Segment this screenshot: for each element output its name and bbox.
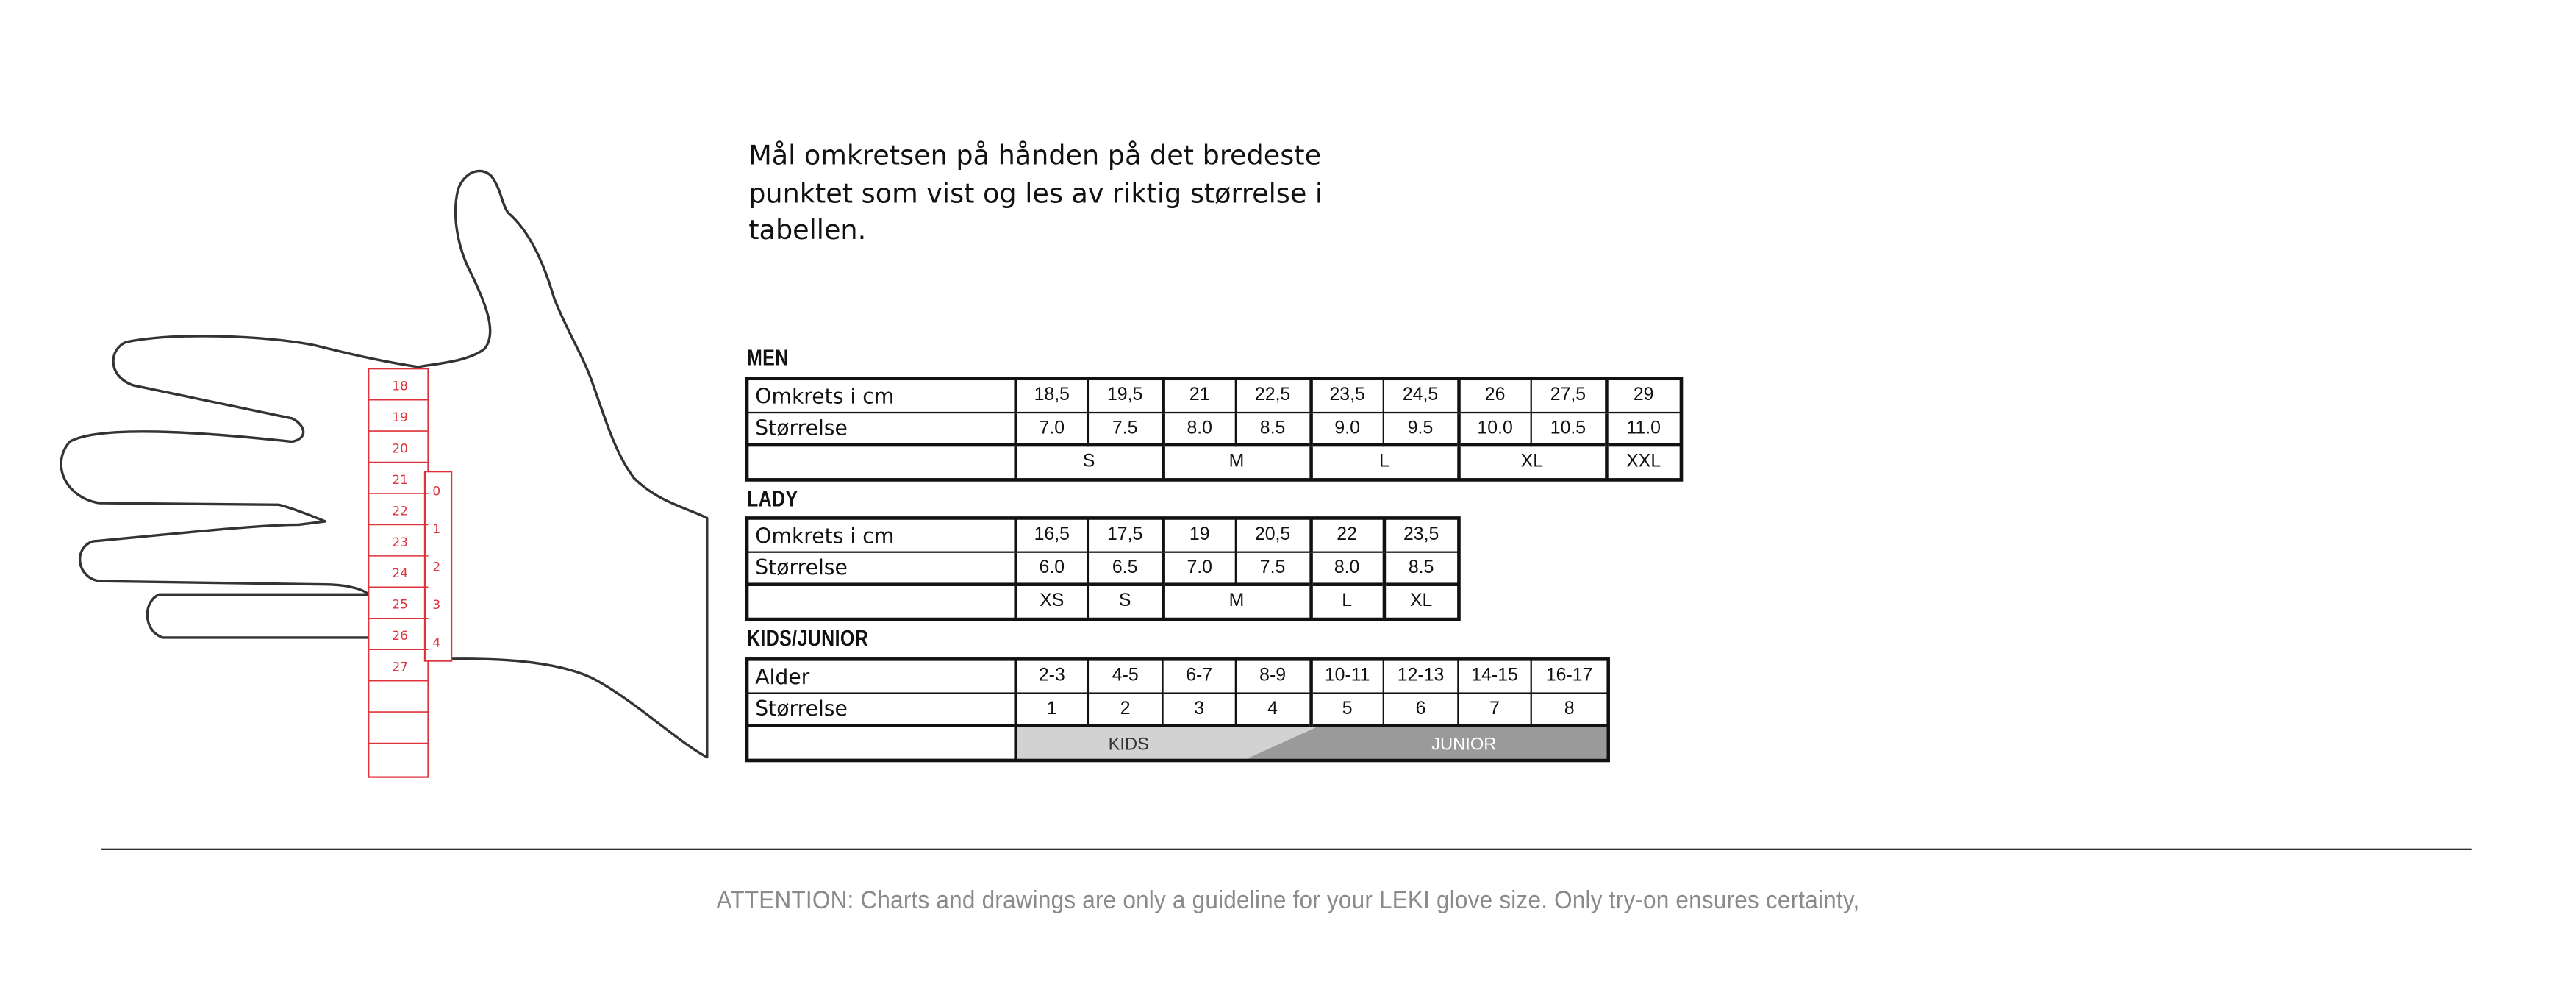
- table-row: [748, 379, 1681, 412]
- size-group-cell: XS: [1015, 585, 1088, 618]
- table-cell: 26: [1458, 379, 1531, 412]
- tape-side-mark: 3: [432, 597, 441, 613]
- divider-line: [101, 849, 2472, 850]
- table-cell: 23,5: [1310, 379, 1383, 412]
- hand-illustration: [0, 0, 730, 797]
- table-cell: 1: [1015, 693, 1088, 726]
- measuring-tape: [368, 368, 451, 777]
- table-row: [748, 552, 1458, 585]
- table-row: [748, 585, 1458, 618]
- row-label: Alder: [748, 660, 1015, 692]
- table-cell: 12-13: [1384, 660, 1459, 692]
- table-cell: 8: [1531, 693, 1608, 726]
- table-cell: 23,5: [1384, 519, 1459, 552]
- table-cell: 9.0: [1310, 412, 1383, 445]
- table-cell: 8.5: [1236, 412, 1311, 445]
- row-label: Omkrets i cm: [748, 379, 1015, 412]
- tape-side-mark: 1: [432, 521, 441, 537]
- table-row: [748, 445, 1681, 478]
- table-cell: 17,5: [1088, 519, 1163, 552]
- table-row: [748, 660, 1607, 692]
- table-cell: 10.5: [1531, 412, 1606, 445]
- kids-junior-title: KIDS/JUNIOR: [746, 626, 869, 652]
- table-cell: 16-17: [1531, 660, 1608, 692]
- table-cell: 6.0: [1015, 552, 1088, 585]
- kids-junior-size-table: [747, 659, 1609, 760]
- table-cell: 3: [1163, 693, 1236, 726]
- size-group-cell: L: [1310, 585, 1383, 618]
- table-cell: 5: [1310, 693, 1383, 726]
- kids-junior-bar-graphic: [1017, 727, 1608, 759]
- lady-size-table: [747, 518, 1459, 619]
- intro-line: Mål omkretsen på hånden på det bredeste: [748, 139, 1322, 171]
- size-group-cell: M: [1163, 445, 1311, 478]
- table-cell: 22,5: [1236, 379, 1311, 412]
- tape-mark: 20: [392, 441, 408, 456]
- tape-mark: 19: [392, 410, 408, 425]
- kids-label: KIDS: [1107, 735, 1148, 755]
- table-cell: 7.5: [1088, 412, 1163, 445]
- table-cell: 24,5: [1384, 379, 1459, 412]
- tape-mark: 21: [392, 471, 408, 487]
- size-group-cell: S: [1088, 585, 1163, 618]
- table-cell: 7.5: [1236, 552, 1311, 585]
- intro-text: [748, 138, 1346, 249]
- tape-mark: 18: [392, 378, 408, 393]
- table-cell: 6-7: [1163, 660, 1236, 692]
- row-label: [748, 585, 1015, 618]
- table-cell: 4: [1236, 693, 1311, 726]
- table-cell: 8.0: [1163, 412, 1236, 445]
- men-title: MEN: [746, 345, 789, 371]
- tape-side-mark: 2: [432, 559, 441, 574]
- tape-mark: 27: [392, 659, 408, 674]
- junior-label: JUNIOR: [1431, 735, 1496, 755]
- tape-side-mark: 4: [432, 635, 441, 650]
- size-group-cell: XL: [1384, 585, 1459, 618]
- row-label: Omkrets i cm: [748, 519, 1015, 552]
- table-cell: 4-5: [1088, 660, 1163, 692]
- table-cell: 21: [1163, 379, 1236, 412]
- intro-line: punktet som vist og les av riktig størrelse i: [748, 177, 1323, 209]
- table-cell: 7.0: [1163, 552, 1236, 585]
- tape-mark: 25: [392, 596, 408, 612]
- row-label: Størrelse: [748, 552, 1015, 585]
- table-cell: 6.5: [1088, 552, 1163, 585]
- tape-mark: 23: [392, 534, 408, 549]
- size-group-cell: XL: [1458, 445, 1606, 478]
- table-row: [748, 519, 1458, 552]
- table-cell: 29: [1606, 379, 1681, 412]
- table-cell: 19: [1163, 519, 1236, 552]
- table-cell: 7.0: [1015, 412, 1088, 445]
- table-cell: 22: [1310, 519, 1383, 552]
- table-cell: 8-9: [1236, 660, 1311, 692]
- size-group-cell: S: [1015, 445, 1163, 478]
- table-row: [748, 412, 1681, 445]
- size-group-cell: XXL: [1606, 445, 1681, 478]
- table-cell: 27,5: [1531, 379, 1606, 412]
- tape-side-mark: 0: [432, 483, 441, 499]
- table-cell: 6: [1384, 693, 1459, 726]
- row-label: Størrelse: [748, 693, 1015, 726]
- kids-junior-bar: [1015, 726, 1608, 759]
- table-cell: 2-3: [1015, 660, 1088, 692]
- tape-mark: 26: [392, 628, 408, 644]
- table-cell: 10.0: [1458, 412, 1531, 445]
- tape-mark: 22: [392, 503, 408, 518]
- table-row: [748, 693, 1607, 726]
- men-size-table: [747, 379, 1681, 480]
- tape-mark: 24: [392, 566, 408, 581]
- size-group-cell: L: [1310, 445, 1458, 478]
- row-label: [748, 726, 1015, 759]
- row-label: [748, 445, 1015, 478]
- table-cell: 16,5: [1015, 519, 1088, 552]
- attention-note: ATTENTION: Charts and drawings are only a guideline for your LEKI glove size. Only try-on ensures certainty,: [716, 886, 1860, 915]
- intro-line: tabellen.: [748, 214, 867, 246]
- table-cell: 11.0: [1606, 412, 1681, 445]
- table-cell: 14-15: [1458, 660, 1531, 692]
- table-cell: 18,5: [1015, 379, 1088, 412]
- table-cell: 2: [1088, 693, 1163, 726]
- size-group-cell: M: [1163, 585, 1311, 618]
- table-cell: 8.5: [1384, 552, 1459, 585]
- row-label: Størrelse: [748, 412, 1015, 445]
- table-row: [748, 726, 1607, 759]
- table-cell: 9.5: [1384, 412, 1459, 445]
- table-cell: 7: [1458, 693, 1531, 726]
- lady-title: LADY: [746, 486, 798, 512]
- table-cell: 8.0: [1310, 552, 1383, 585]
- table-cell: 19,5: [1088, 379, 1163, 412]
- table-cell: 20,5: [1236, 519, 1311, 552]
- table-cell: 10-11: [1310, 660, 1383, 692]
